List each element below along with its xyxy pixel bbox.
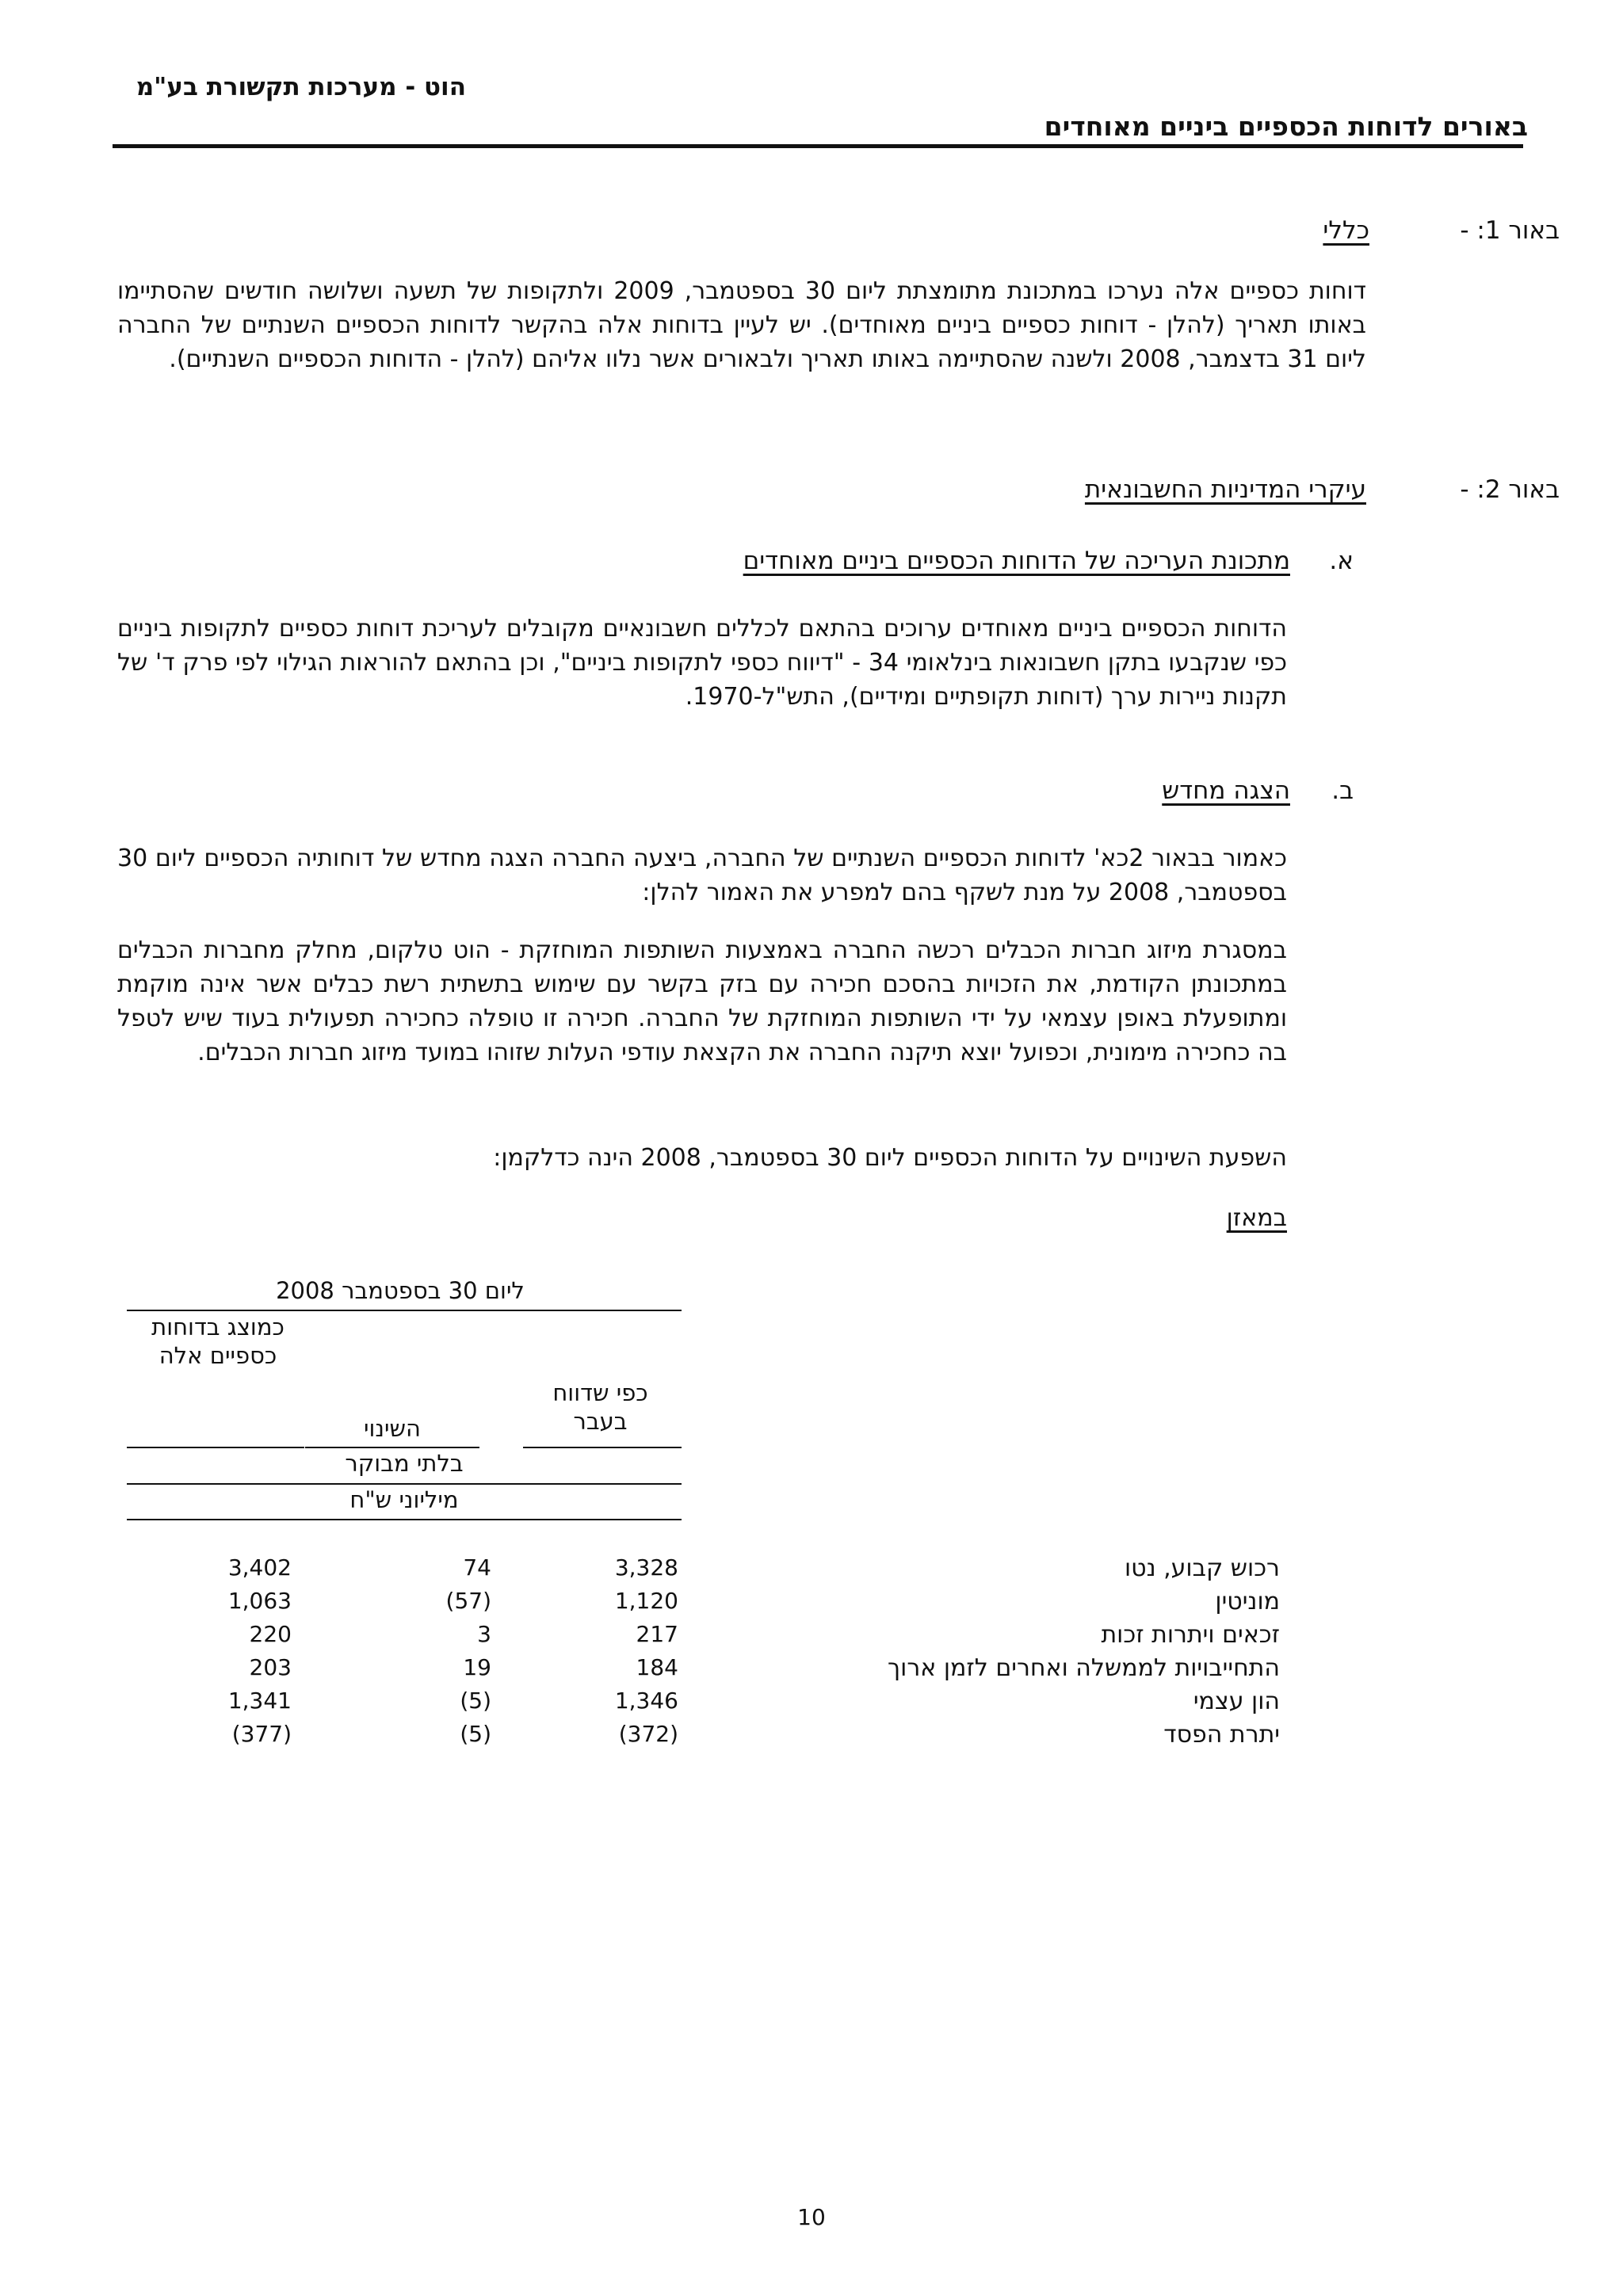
- row-as-reported: 1,346: [614, 1688, 678, 1714]
- column-rule-change: [305, 1447, 479, 1448]
- table-date-header: ליום 30 בספטמבר 2008: [276, 1277, 525, 1304]
- row-label: הון עצמי: [1193, 1688, 1280, 1715]
- row-change: (5): [460, 1688, 491, 1714]
- column-header-as-reported: כפי שדווח בעבר: [552, 1379, 648, 1435]
- section-b-paragraph-1: כאמור בבאור 2כא' לדוחות הכספיים השנתיים של החברה, ביצעה החברה הצגה מחדש של דוחותיה הכספיים ליום 30 בספטמבר, 2008 על מנת לשקף בהם למפרע את האמור להלן:: [117, 845, 1287, 906]
- row-restated: 220: [249, 1621, 292, 1647]
- section-b-title: הצגה מחדש: [1162, 776, 1290, 805]
- row-restated: (377): [231, 1721, 292, 1747]
- section-a-title: מתכונת העריכה של הדוחות הכספיים ביניים מאוחדים: [743, 547, 1290, 575]
- header-divider: [113, 144, 1523, 148]
- column-rule-as-reported: [523, 1447, 682, 1448]
- row-restated: 1,341: [227, 1688, 292, 1714]
- note2-label: באור 2: -: [1460, 475, 1560, 504]
- section-b-letter: ב.: [1331, 776, 1354, 805]
- table-row: [0, 1588, 1623, 1621]
- table-row: [0, 1554, 1623, 1588]
- table-row: [0, 1621, 1623, 1654]
- row-change: 74: [463, 1554, 491, 1581]
- row-as-reported: 1,120: [614, 1588, 678, 1614]
- table-row: [0, 1688, 1623, 1721]
- section-b-paragraph-3: השפעת השינויים על הדוחות הכספיים ליום 30 בספטמבר, 2008 הינה כדלקמן:: [493, 1144, 1287, 1172]
- table-rule-unaudited: [127, 1483, 682, 1485]
- row-as-reported: 184: [636, 1654, 678, 1680]
- row-label: מוניטין: [1215, 1588, 1280, 1615]
- row-change: 3: [477, 1621, 491, 1647]
- unaudited-label: בלתי מבוקר: [345, 1450, 464, 1477]
- note2-title: עיקרי המדיניות החשבונאית: [1084, 475, 1366, 504]
- page-number: 10: [797, 2204, 826, 2230]
- balance-sheet-heading: במאזן: [1226, 1204, 1287, 1232]
- row-label: רכוש קבוע, נטו: [1124, 1554, 1280, 1582]
- page-title: באורים לדוחות הכספיים ביניים מאוחדים: [1044, 111, 1528, 142]
- column-header-restated: כמוצג בדוחות כספיים אלה: [151, 1314, 285, 1369]
- row-as-reported: 3,328: [614, 1554, 678, 1581]
- row-restated: 3,402: [227, 1554, 292, 1581]
- column-header-change: השינוי: [364, 1415, 421, 1442]
- row-as-reported: 217: [636, 1621, 678, 1647]
- note1-label: באור 1: -: [1460, 216, 1560, 245]
- table-rule-units: [127, 1519, 682, 1520]
- row-restated: 203: [249, 1654, 292, 1680]
- row-label: זכאים ויתרות זכות: [1101, 1621, 1280, 1649]
- table-row: [0, 1654, 1623, 1688]
- note1-body: דוחות כספיים אלה נערכו במתכונת מתומצתת ליום 30 בספטמבר, 2009 ולתקופות של תשעה ושלושה חודשים שהסתיימו באותו תאריך (להלן - דוחות כספיים ביניים מאוחדים). יש לעיין בדוחות אלה בהקשר לדוחות הכספיים השנתיים של החברה ליום 31 בדצמבר, 2008 ולשנה שהסתיימה באותו תאריך ולבאורים אשר נלוו אליהם (להלן - הדוחות הכספיים השנתיים).: [117, 277, 1366, 373]
- row-as-reported: (372): [618, 1721, 678, 1747]
- table-rule-top: [127, 1310, 682, 1311]
- note1-title: כללי: [1323, 216, 1369, 245]
- column-rule-restated: [127, 1447, 304, 1448]
- row-restated: 1,063: [227, 1588, 292, 1614]
- row-label: יתרת הפסד: [1163, 1721, 1280, 1749]
- row-change: (57): [445, 1588, 491, 1614]
- section-a-body: הדוחות הכספיים ביניים מאוחדים ערוכים בהתאם לכללים חשבונאיים מקובלים לעריכת דוחות כספיים לתקופות ביניים כפי שנקבעו בתקן חשבונאות בינלאומי 34 - "דיווח כספי לתקופות ביניים", וכן בהתאם להוראות הגילוי לפי פרק ד' של תקנות ניירות ערך (דוחות תקופתיים ומידיים), התש"ל-1970.: [117, 615, 1287, 711]
- units-label: מיליוני ש"ח: [349, 1486, 459, 1513]
- row-change: (5): [460, 1721, 491, 1747]
- section-b-paragraph-2: במסגרת מיזוג חברות הכבלים רכשה החברה באמצעות השותפות המוחזקת - הוט טלקום, מחלק מחברות הכבלים במתכונתן הקודמת, את הזכויות בהסכם חכירה עם בזק בקשר עם שימוש בתשתית רשת כבלים אשר אינה מוקמת ומתופעלת באופן עצמאי על ידי השותפות המוחזקת של החברה. חכירה זו טופלה כחכירה תפעולית בעוד שיש לטפל בה כחכירה מימונית, וכפועל יוצא תיקנה החברה את הקצאת עודפי העלות שזוהו במועד מיזוג חברות הכבלים.: [117, 936, 1287, 1066]
- row-label: התחייבויות לממשלה ואחרים לזמן ארוך: [888, 1654, 1280, 1682]
- section-a-letter: א.: [1329, 547, 1354, 575]
- company-name: הוט - מערכות תקשורת בע"מ: [136, 73, 466, 101]
- row-change: 19: [463, 1654, 491, 1680]
- table-row: [0, 1721, 1623, 1754]
